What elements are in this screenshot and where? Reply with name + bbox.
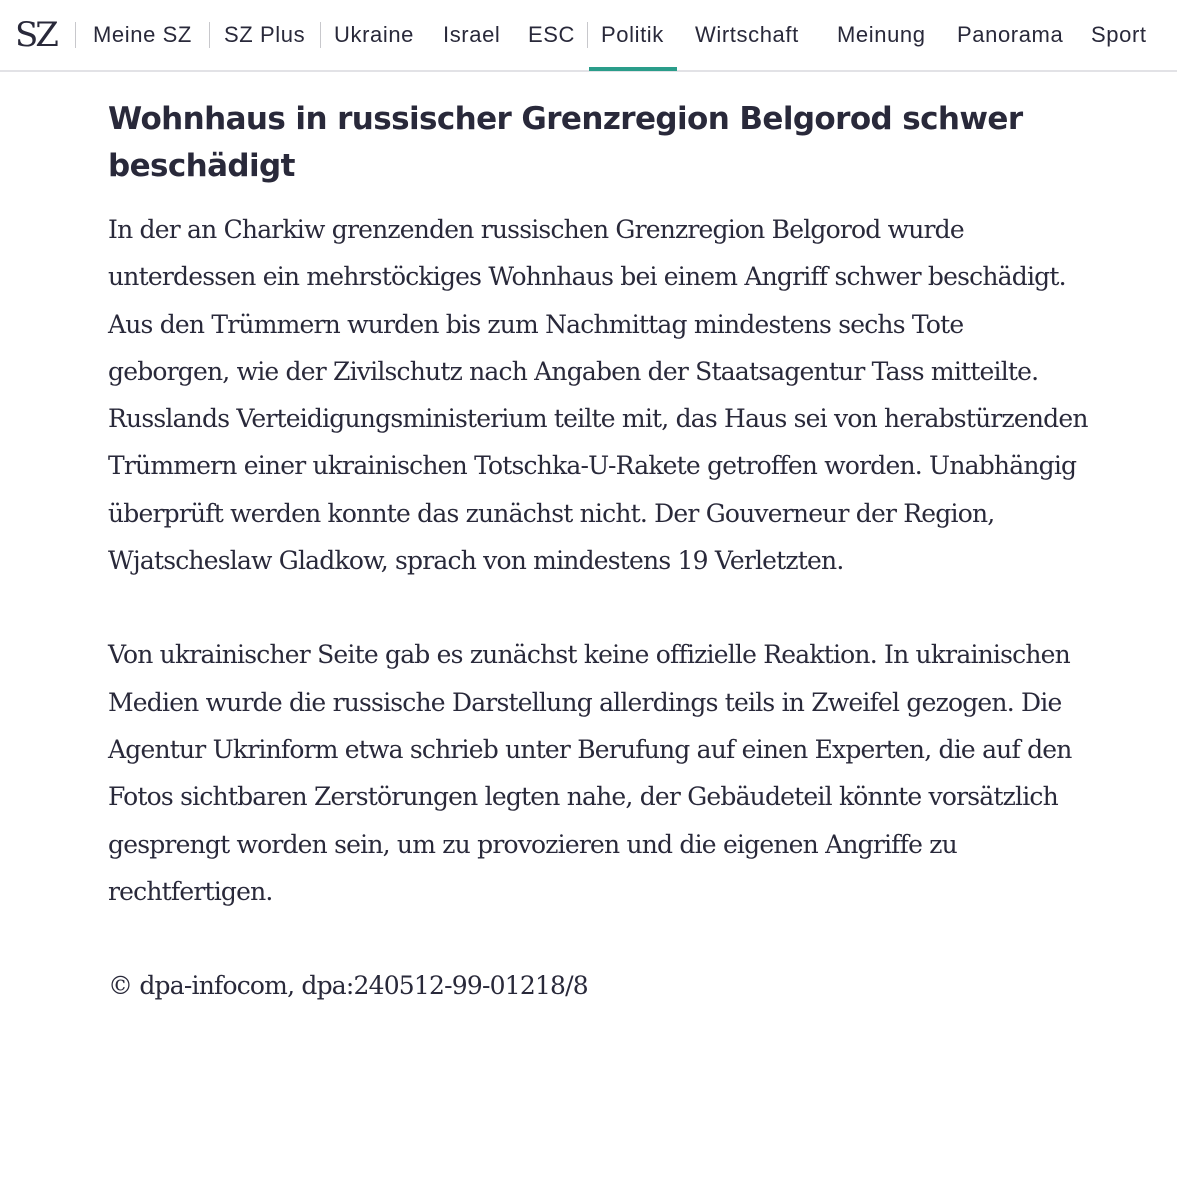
nav-separator bbox=[209, 22, 210, 48]
sz-logo[interactable]: SZ bbox=[15, 15, 56, 55]
nav-item-sport[interactable]: Sport bbox=[1091, 22, 1147, 47]
article-paragraph: Von ukrainischer Seite gab es zunächst keine offizielle Reaktion. In ukrainischen Medien wurde die russische Darstellung allerdings teils in Zweifel gezogen. Die Agentur Ukrinform etwa schrieb unter Berufung auf einen Experten, die auf den Fotos sichtbaren Zerstörungen legten nahe, der Gebäudeteil könnte vorsätzlich gesprengt worden sein, um zu provozieren und die eigenen Angriffe zu rechtfertigen. bbox=[108, 640, 1072, 906]
nav-separator bbox=[320, 22, 321, 48]
article-body bbox=[108, 96, 1088, 1009]
nav-item-wirtschaft[interactable]: Wirtschaft bbox=[695, 22, 799, 47]
top-navigation bbox=[0, 0, 1177, 72]
nav-item-meine-sz[interactable]: Meine SZ bbox=[93, 22, 192, 47]
article-headline: Wohnhaus in russischer Grenzregion Belgorod schwer beschädigt bbox=[108, 101, 1023, 184]
nav-separator bbox=[587, 22, 588, 48]
nav-item-esc[interactable]: ESC bbox=[528, 22, 576, 47]
nav-item-sz-plus[interactable]: SZ Plus bbox=[224, 22, 306, 47]
nav-item-meinung[interactable]: Meinung bbox=[837, 22, 926, 47]
source-credit: © dpa-infocom, dpa:240512-99-01218/8 bbox=[108, 971, 588, 1001]
article-paragraph: In der an Charkiw grenzenden russischen Grenzregion Belgorod wurde unterdessen ein mehrstöckiges Wohnhaus bei einem Angriff schwer beschädigt. Aus den Trümmern wurden bis zum Nachmittag mindestens sechs Tote geborgen, wie der Zivilschutz nach Angaben der Staatsagentur Tass mitteilte. Russlands Verteidigungsministerium teilte mit, das Haus sei von herabstürzenden Trümmern einer ukrainischen Totschka-U-Rakete getroffen worden. Unabhängig überprüft werden konnte das zunächst nicht. Der Gouverneur der Region, Wjatscheslaw Gladkow, sprach von mindestens 19 Verletzten. bbox=[108, 215, 1088, 576]
nav-item-ukraine[interactable]: Ukraine bbox=[334, 22, 415, 47]
nav-item-politik[interactable]: Politik bbox=[601, 0, 664, 70]
nav-item-israel[interactable]: Israel bbox=[443, 22, 501, 47]
nav-separator bbox=[75, 22, 76, 48]
nav-item-panorama[interactable]: Panorama bbox=[957, 22, 1064, 47]
